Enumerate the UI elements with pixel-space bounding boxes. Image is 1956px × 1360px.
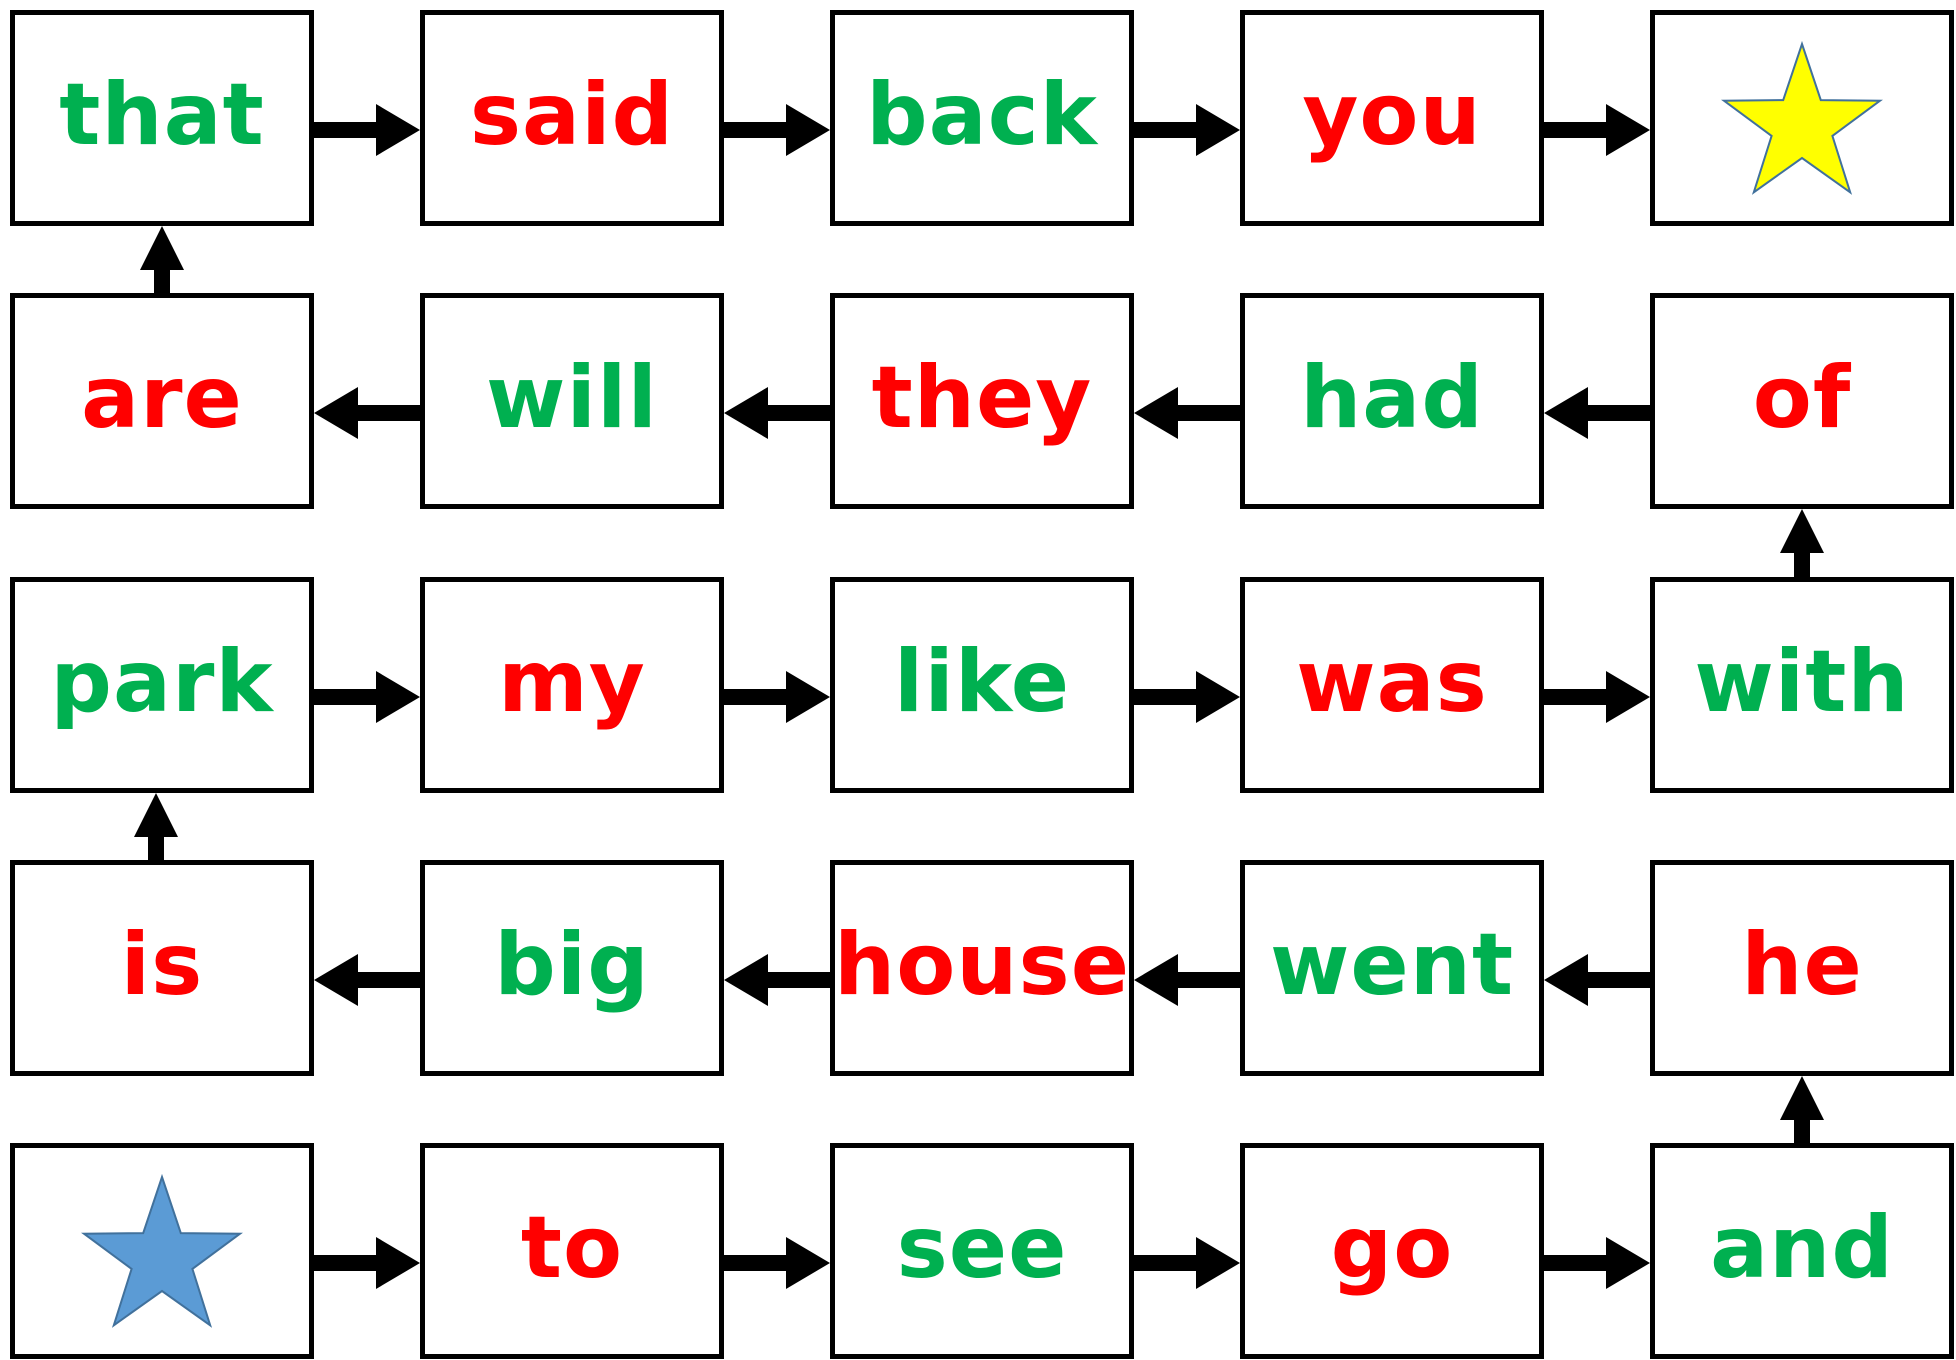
arrow-left-icon — [1134, 954, 1240, 1006]
arrow-left-icon — [724, 954, 830, 1006]
arrow-right-icon — [1544, 671, 1650, 723]
arrow-left-icon — [724, 387, 830, 439]
word-label: house — [833, 915, 1131, 1015]
word-label: he — [1741, 915, 1863, 1015]
word-label: are — [81, 348, 243, 448]
arrow-right-icon — [1134, 104, 1240, 156]
arrow-up-icon — [140, 226, 184, 293]
arrow-left-icon — [314, 954, 420, 1006]
arrow-right-icon — [1134, 1237, 1240, 1289]
word-label: that — [59, 65, 265, 165]
arrow-left-icon — [1544, 954, 1650, 1006]
word-label: of — [1752, 348, 1852, 448]
arrow-right-icon — [724, 671, 830, 723]
word-label: see — [896, 1198, 1068, 1298]
arrow-up-icon — [134, 793, 178, 860]
word-label: had — [1300, 348, 1484, 448]
word-label: is — [120, 915, 204, 1015]
word-label: and — [1710, 1198, 1894, 1298]
arrow-up-icon — [1780, 1076, 1824, 1143]
arrow-right-icon — [1544, 104, 1650, 156]
arrow-right-icon — [724, 104, 830, 156]
word-label: to — [520, 1198, 624, 1298]
arrow-right-icon — [724, 1237, 830, 1289]
word-label: was — [1296, 632, 1488, 732]
arrow-right-icon — [1544, 1237, 1650, 1289]
arrow-right-icon — [314, 1237, 420, 1289]
arrow-left-icon — [314, 387, 420, 439]
word-label: went — [1269, 915, 1515, 1015]
word-label: you — [1302, 65, 1482, 165]
arrow-left-icon — [1134, 387, 1240, 439]
word-label: said — [469, 65, 675, 165]
word-label: my — [498, 632, 646, 732]
word-label: go — [1330, 1198, 1454, 1298]
arrow-up-icon — [1780, 509, 1824, 577]
word-label: with — [1694, 632, 1910, 732]
arrow-right-icon — [1134, 671, 1240, 723]
arrow-right-icon — [314, 104, 420, 156]
word-label: will — [486, 348, 658, 448]
arrow-right-icon — [314, 671, 420, 723]
word-label: like — [893, 632, 1071, 732]
word-label: they — [871, 348, 1093, 448]
word-label: park — [50, 632, 274, 732]
word-label: back — [866, 65, 1098, 165]
word-label: big — [494, 915, 650, 1015]
arrow-left-icon — [1544, 387, 1650, 439]
